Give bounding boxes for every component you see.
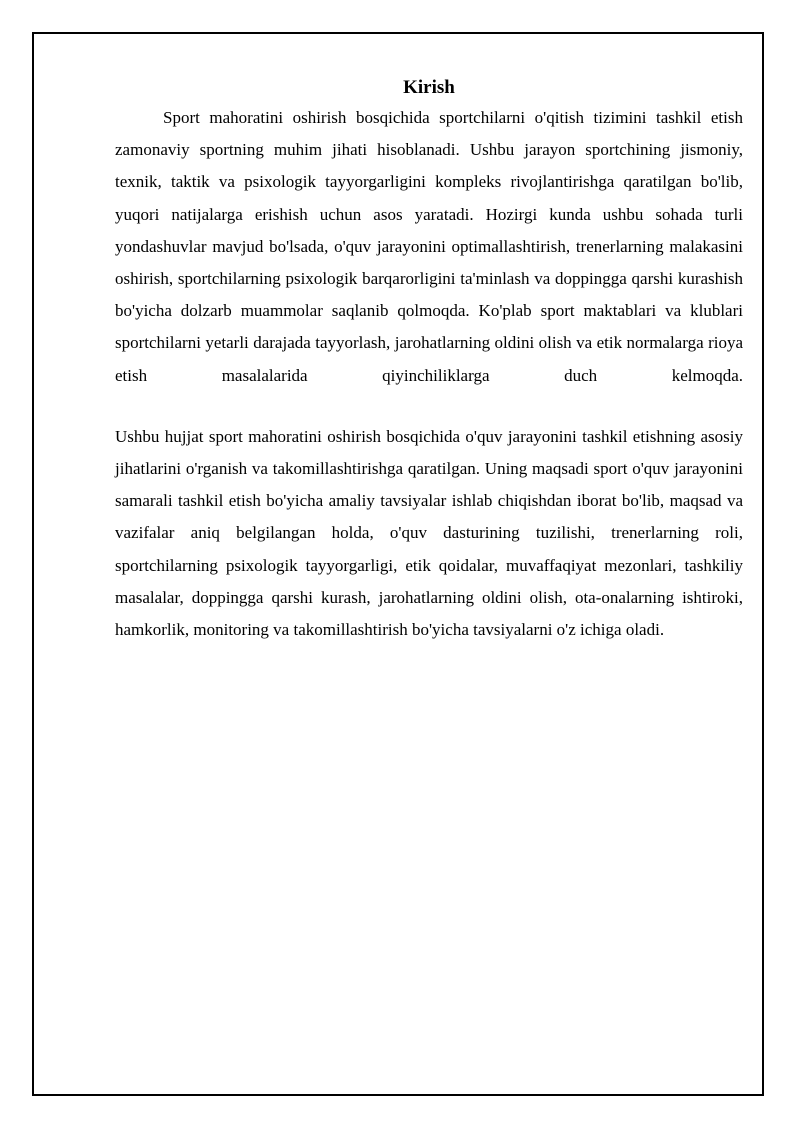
paragraph-gap [115,392,743,421]
paragraph-introduction: Sport mahoratini oshirish bosqichida sportchilarni o'qitish tizimini tashkil etish zamonaviy sportning muhim jihati hisoblanadi. Ushbu jarayon sportchining jismoniy, texnik, taktik va psixologik tayyorgarligini kompleks rivojlantirishga qaratilgan bo'lib, yuqori natijalarga erishish uchun asos yaratadi. Hozirgi kunda ushbu sohada turli yondashuvlar mavjud bo'lsada, o'quv jarayonini optimallashtirish, trenerlarning malakasini oshirish, sportchilarning psixologik barqarorligini ta'minlash va doppingga qarshi kurashish bo'yicha dolzarb muammolar saqlanib qolmoqda. Ko'plab sport maktablari va klublari sportchilarni yetarli darajada tayyorlash, jarohatlarning oldini olish va etik normalarga rioya etish masalalarida qiyinchiliklarga duch kelmoqda. [115,108,743,385]
paragraph-purpose: Ushbu hujjat sport mahoratini oshirish bosqichida o'quv jarayonini tashkil etishning asosiy jihatlarini o'rganish va takomillashtirishga qaratilgan. Uning maqsadi sport o'quv jarayonini samarali tashkil etish bo'yicha amaliy tavsiyalar ishlab chiqishdan iborat bo'lib, maqsad va vazifalar aniq belgilangan holda, o'quv dasturining tuzilishi, trenerlarning roli, sportchilarning psixologik tayyorgarligi, etik qoidalar, muvaffaqiyat mezonlari, tashkiliy masalalar, doppingga qarshi kurash, jarohatlarning oldini olish, ota-onalarning ishtiroki, hamkorlik, monitoring va takomillashtirish bo'yicha tavsiyalarni o'z ichiga oladi. [115,426,743,640]
document-body [115,76,743,646]
document-title: Kirish [403,77,455,98]
